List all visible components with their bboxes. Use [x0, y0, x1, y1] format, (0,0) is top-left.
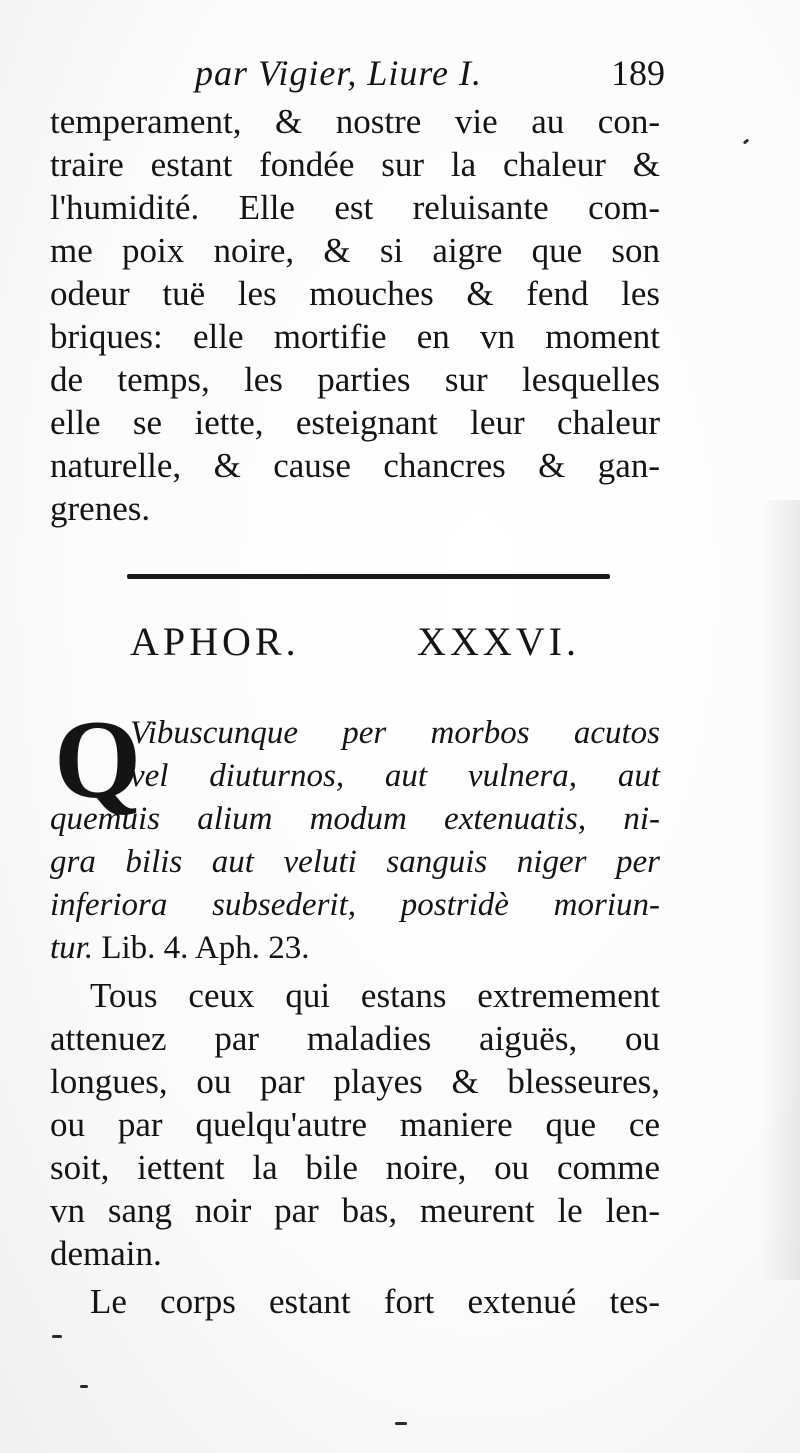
text-line: ou par quelqu'autre maniere que ce [50, 1105, 660, 1144]
text-line: odeur tuë les mouches & fend les [50, 274, 660, 313]
text-line: de temps, les parties sur lesquelles [50, 360, 660, 399]
ink-speck [80, 1385, 88, 1388]
drop-cap: Q [54, 698, 142, 822]
latin-last-line [50, 927, 660, 970]
aphorism-label: APHOR. [130, 619, 300, 664]
text-line: soit, iettent la bile noire, ou comme [50, 1148, 660, 1187]
text-line: longues, ou par playes & blesseures, [50, 1062, 660, 1101]
aphorism-heading [130, 618, 580, 668]
paragraph-continuation [50, 100, 660, 530]
text-line: Tous ceux qui estans extremement [90, 976, 660, 1015]
ink-speck [395, 1422, 407, 1425]
latin-line: quemuis alium modum extenuatis, ni- [50, 801, 660, 837]
text-line: briques: elle mortifie en vn moment [50, 317, 660, 356]
source-reference: Lib. 4. Aph. 23. [101, 930, 310, 966]
ink-speck [52, 1335, 62, 1338]
latin-line: Vibuscunque per morbos acutos [130, 715, 660, 751]
page-number: 189 [611, 53, 665, 93]
aphorism-number: XXXVI. [417, 619, 580, 664]
show-through-shadow [760, 500, 800, 1280]
text-line: l'humidité. Elle est reluisante com- [50, 188, 660, 227]
latin-line: vel diuturnos, aut vulnera, aut [130, 758, 660, 794]
french-translation [50, 974, 660, 1275]
section-divider-rule [127, 574, 610, 579]
text-line: attenuez par maladies aiguës, ou [50, 1019, 660, 1058]
text-line-closing: Le corps estant fort extenué tes- [90, 1282, 660, 1321]
latin-line: inferiora subsederit, postridè moriun- [50, 887, 660, 923]
ink-speck [743, 138, 750, 144]
text-line: temperament, & nostre vie au con- [50, 102, 660, 141]
text-line: demain. [50, 1234, 162, 1273]
page-header [195, 52, 665, 98]
running-head: par Vigier, Liure I. [195, 53, 482, 93]
latin-aphorism [50, 698, 660, 970]
text-line: elle se iette, esteignant leur chaleur [50, 403, 660, 442]
text-line: me poix noire, & si aigre que son [50, 231, 660, 270]
latin-line-end: tur. [50, 930, 94, 966]
text-line: grenes. [50, 489, 151, 528]
text-line: traire estant fondée sur la chaleur & [50, 145, 660, 184]
latin-line: gra bilis aut veluti sanguis niger per [50, 844, 660, 880]
text-line: naturelle, & cause chancres & gan- [50, 446, 660, 485]
text-line: vn sang noir par bas, meurent le len- [50, 1191, 660, 1230]
